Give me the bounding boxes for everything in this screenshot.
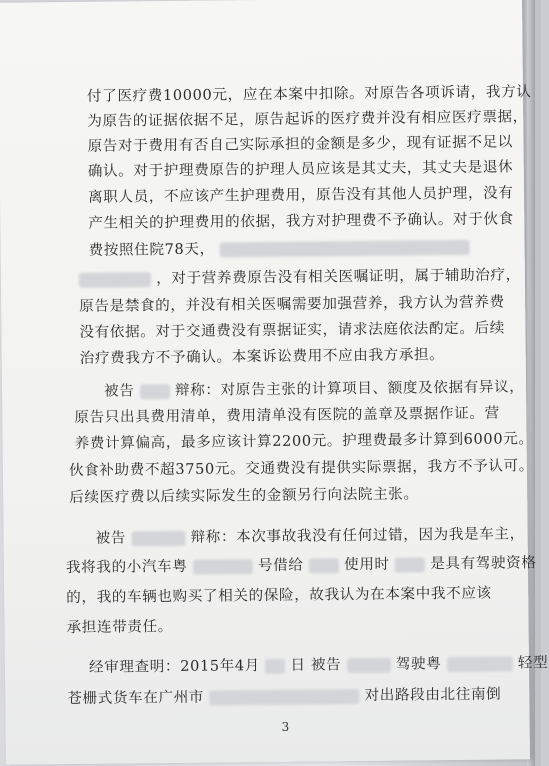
text-line: ，对于营养费原告没有相关医嘱证明，属于辅助治疗， [79, 266, 521, 289]
text-line: 苍栅式货车在广州市 对出路段由北往南倒 [67, 685, 502, 708]
redaction-mark [447, 656, 513, 672]
redaction-mark [140, 383, 170, 398]
redaction-mark [309, 558, 339, 573]
text-line: 经审理查明：2015年4月 日 被告 驾驶粤 轻型 [88, 654, 549, 676]
text-line: 费按照住院78天， [89, 238, 471, 260]
redaction-mark [209, 689, 359, 706]
text-line: 原告对于费用有否自己实际承担的金额是多少，现有证据不足以 [87, 133, 514, 155]
redaction-mark [131, 530, 185, 546]
text-line: 原告只出具费用清单，费用清单没有医院的盖章及票据作证。营 [74, 404, 500, 426]
text-line: 被告 辩称：本次事故我没有任何过错，因为我是车主， [95, 525, 525, 547]
text-line: 没有依据。对于交通费没有票据证实，请求法庭依法酌定。后续 [79, 319, 505, 341]
page-number: 3 [281, 719, 290, 734]
text-line: 我将我的小汽车粤 号借给 使用时 是具有驾驶资格 [65, 554, 537, 577]
text-line: 产生相关的护理费用的依据，我方对护理费不予确认。对于伙食 [88, 210, 514, 232]
text-line: 付了医疗费10000元，应在本案中扣除。对原告各项诉请，我方认 [86, 83, 532, 105]
text-line: 养费计算偏高，最多应该计算2200元。护理费最多计算到6000元。 [74, 430, 534, 452]
text-line: 离职人员，不应该产生护理费用，原告没有其他人员护理，没有 [87, 184, 514, 206]
text-line: 被告 辩称：对原告主张的计算项目、额度及依据有异议， [104, 378, 525, 400]
redaction-mark [220, 239, 470, 257]
text-line: 承担连带责任。 [66, 617, 174, 637]
redaction-mark [265, 658, 285, 673]
text-line: 后续医疗费以后续实际发生的金额另行向法院主张。 [69, 485, 419, 507]
redaction-mark [346, 657, 390, 672]
text-line: 确认。对于护理费原告的护理人员应该是其丈夫，其丈夫是退休 [87, 158, 514, 180]
redaction-mark [193, 559, 253, 575]
redaction-mark [395, 557, 425, 572]
text-line: 的，我的车辆也购买了相关的保险，故我认为在本案中我不应该 [66, 584, 492, 607]
text-line: 为原告的证据依据不足，原告起诉的医疗费并没有相应医疗票据， [87, 108, 528, 130]
text-line: 伙食补助费不超3750元。交通费没有提供实际票据，我方不予认可。 [68, 457, 534, 480]
text-line: 原告是禁食的，并没有相关医嘱需要加强营养，我方认为营养费 [79, 293, 505, 315]
redaction-mark [79, 272, 151, 288]
text-line: 治疗费我方不予确认。本案诉讼费用不应由我方承担。 [79, 346, 445, 367]
